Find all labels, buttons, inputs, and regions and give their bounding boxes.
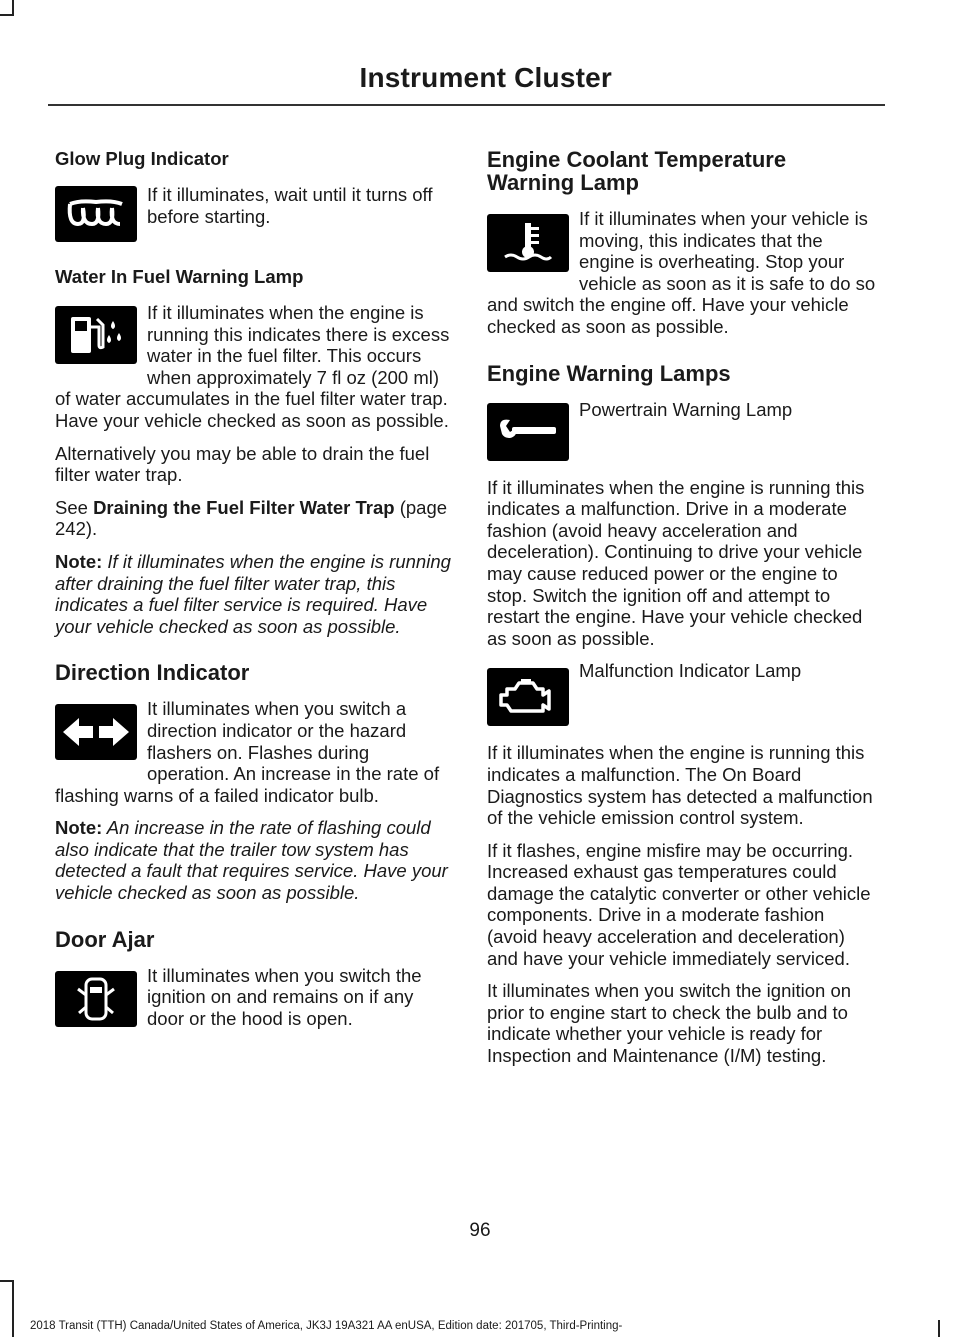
water-in-fuel-text: If it illuminates when the engine is running this indicates there is excess water in the fuel filter. This occurs when approximately 7 fl oz (200 ml) of water accumulates in the fuel filter water trap. Have your vehicle checked as soon as possible. xyxy=(55,302,450,431)
left-column xyxy=(55,140,455,1040)
wrench-icon xyxy=(487,403,569,461)
mil-flash-text: If it flashes, engine misfire may be occurring. Increased exhaust gas temperatures could damage the catalytic converter or other vehicle components. Drive in a moderate fashion (avoid heavy acceleration and deceleration) and have your vehicle immediately serviced. xyxy=(487,839,871,969)
coolant-text: If it illuminates when your vehicle is moving, this indicates that the engine is overheating. Stop your vehicle as soon as it is safe to do so and switch the engine off. Have your vehicle checked as soon as possible. xyxy=(487,208,876,337)
crop-mark-top-horizontal xyxy=(0,14,14,16)
glow-plug-heading: Glow Plug Indicator xyxy=(55,148,229,169)
footer-edition-info: 2018 Transit (TTH) Canada/United States of America, JK3J 19A321 AA enUSA, Edition date: 201705, Third-Printing- xyxy=(30,1320,623,1332)
note-text: An increase in the rate of flashing could also indicate that the trailer tow system has detected a fault that requires service. Have your vehicle checked as soon as possible. xyxy=(55,817,448,904)
check-engine-icon xyxy=(487,668,569,726)
glow-plug-icon xyxy=(55,186,137,242)
crop-mark-bottom-vertical xyxy=(12,1280,14,1337)
page-number: 96 xyxy=(469,1220,491,1241)
coolant-temperature-icon xyxy=(487,214,569,272)
coolant-heading: Engine Coolant Temperature Warning Lamp xyxy=(487,147,787,195)
crop-mark-bottom-horizontal xyxy=(0,1280,14,1282)
right-column xyxy=(487,140,879,1078)
water-in-fuel-alt-text: Alternatively you may be able to drain the fuel filter water trap. xyxy=(55,442,430,486)
powertrain-label: Powertrain Warning Lamp xyxy=(579,398,793,420)
see-link-draining-fuel-filter[interactable]: Draining the Fuel Filter Water Trap xyxy=(93,496,395,518)
header-rule xyxy=(48,104,885,106)
direction-indicator-note xyxy=(55,817,455,903)
mil-bulb-check-text: It illuminates when you switch the ignition on prior to engine start to check the bulb and to indicate whether your vehicle is ready for Inspection and Maintenance (I/M) testing. xyxy=(487,980,852,1067)
crop-mark-top-vertical xyxy=(12,0,14,14)
direction-arrows-icon xyxy=(55,704,137,760)
water-in-fuel-heading: Water In Fuel Warning Lamp xyxy=(55,266,304,287)
direction-indicator-text: It illuminates when you switch a direction indicator or the hazard flashers on. Flashes during operation. An increase in the rate of flashing warns of a failed indicator bulb. xyxy=(55,698,440,806)
chapter-title: Instrument Cluster xyxy=(359,62,612,93)
mil-label: Malfunction Indicator Lamp xyxy=(579,660,802,682)
door-ajar-icon xyxy=(55,971,137,1027)
direction-indicator-heading: Direction Indicator xyxy=(55,660,250,686)
glow-plug-text: If it illuminates, wait until it turns off before starting. xyxy=(147,184,433,227)
see-prefix: See xyxy=(55,496,94,518)
note-label: Note: xyxy=(55,550,103,572)
note-text: If it illuminates when the engine is running after draining the fuel filter water trap, this indicates a fuel filter service is required. Have your vehicle checked as soon as possible. xyxy=(55,550,451,637)
powertrain-text: If it illuminates when the engine is running this indicates a malfunction. Drive in a moderate fashion (avoid heavy acceleration and deceleration). Continuing to drive your vehicle may cause reduced power or the engine to stop. Switch the ignition off and attempt to restart the engine. Have your vehicle checked as soon as possible. xyxy=(487,476,865,649)
water-in-fuel-see-reference xyxy=(55,497,455,540)
mil-text: If it illuminates when the engine is running this indicates a malfunction. The On Board Diagnostics system has detected a malfunction of the vehicle emission control system. xyxy=(487,742,873,829)
see-suffix: (page 242). xyxy=(55,496,448,540)
water-in-fuel-note xyxy=(55,551,455,637)
note-label: Note: xyxy=(55,817,103,839)
crop-mark-bottom-right xyxy=(938,1320,940,1337)
engine-warning-heading: Engine Warning Lamps xyxy=(487,360,731,386)
door-ajar-text: It illuminates when you switch the ignition on and remains on if any door or the hood is open. xyxy=(147,964,422,1029)
water-in-fuel-icon xyxy=(55,306,137,364)
door-ajar-heading: Door Ajar xyxy=(55,926,155,952)
